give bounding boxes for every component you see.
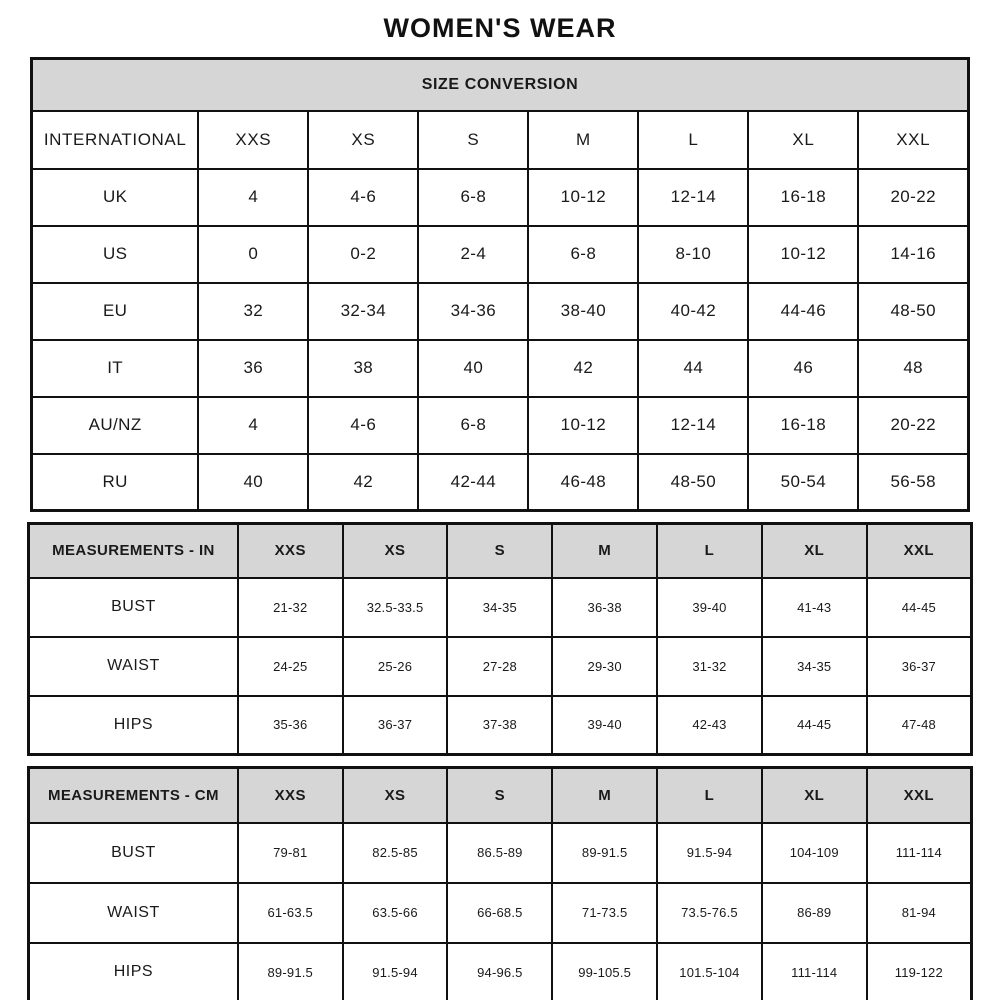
- cell-value: 41-43: [762, 578, 867, 637]
- cell-value: 12-14: [638, 169, 748, 226]
- cell-value: 27-28: [447, 637, 552, 696]
- table-banner-row: [32, 59, 969, 111]
- column-header: MEASUREMENTS - CM: [29, 768, 238, 823]
- cell-value: 38-40: [528, 283, 638, 340]
- cell-value: 35-36: [238, 696, 343, 755]
- column-header: XXS: [238, 524, 343, 578]
- column-header: XXL: [867, 524, 972, 578]
- column-header: INTERNATIONAL: [32, 111, 199, 169]
- table-row: [32, 169, 969, 226]
- cell-value: 81-94: [867, 883, 972, 943]
- row-label: EU: [32, 283, 199, 340]
- cell-value: 42: [528, 340, 638, 397]
- row-label: BUST: [29, 578, 238, 637]
- cell-value: 44-45: [762, 696, 867, 755]
- cell-value: 38: [308, 340, 418, 397]
- cell-value: 94-96.5: [447, 943, 552, 1000]
- cell-value: 111-114: [762, 943, 867, 1000]
- cell-value: 6-8: [418, 169, 528, 226]
- cell-value: 71-73.5: [552, 883, 657, 943]
- column-header: XXS: [238, 768, 343, 823]
- cell-value: 0: [198, 226, 308, 283]
- cell-value: 119-122: [867, 943, 972, 1000]
- cell-value: 10-12: [528, 397, 638, 454]
- cell-value: 46: [748, 340, 858, 397]
- row-label: AU/NZ: [32, 397, 199, 454]
- column-header: S: [447, 768, 552, 823]
- cell-value: 89-91.5: [238, 943, 343, 1000]
- column-header: L: [638, 111, 748, 169]
- column-header: M: [552, 768, 657, 823]
- cell-value: 111-114: [867, 823, 972, 883]
- cell-value: 48-50: [858, 283, 968, 340]
- table-header-row: [32, 111, 969, 169]
- cell-value: 61-63.5: [238, 883, 343, 943]
- cell-value: 4-6: [308, 397, 418, 454]
- column-header: XXL: [867, 768, 972, 823]
- cell-value: 40: [198, 454, 308, 511]
- cell-value: 34-36: [418, 283, 528, 340]
- table-row: [29, 637, 972, 696]
- cell-value: 79-81: [238, 823, 343, 883]
- column-header: XXS: [198, 111, 308, 169]
- cell-value: 44-45: [867, 578, 972, 637]
- table-row: [29, 696, 972, 755]
- cell-value: 4: [198, 169, 308, 226]
- cell-value: 14-16: [858, 226, 968, 283]
- cell-value: 44: [638, 340, 748, 397]
- column-header: XS: [343, 524, 448, 578]
- cell-value: 101.5-104: [657, 943, 762, 1000]
- cell-value: 42-44: [418, 454, 528, 511]
- cell-value: 10-12: [528, 169, 638, 226]
- cell-value: 32-34: [308, 283, 418, 340]
- column-header: XL: [762, 524, 867, 578]
- column-header: M: [528, 111, 638, 169]
- row-label: UK: [32, 169, 199, 226]
- table-row: [29, 883, 972, 943]
- table-row: [29, 578, 972, 637]
- cell-value: 36-38: [552, 578, 657, 637]
- cell-value: 36: [198, 340, 308, 397]
- cell-value: 0-2: [308, 226, 418, 283]
- cell-value: 86-89: [762, 883, 867, 943]
- cell-value: 4-6: [308, 169, 418, 226]
- table-row: [29, 823, 972, 883]
- cell-value: 20-22: [858, 169, 968, 226]
- table-row: [32, 454, 969, 511]
- cell-value: 32: [198, 283, 308, 340]
- cell-value: 66-68.5: [447, 883, 552, 943]
- table-header-row: [29, 768, 972, 823]
- cell-value: 82.5-85: [343, 823, 448, 883]
- cell-value: 56-58: [858, 454, 968, 511]
- table-row: [32, 226, 969, 283]
- row-label: BUST: [29, 823, 238, 883]
- cell-value: 86.5-89: [447, 823, 552, 883]
- cell-value: 91.5-94: [343, 943, 448, 1000]
- column-header: S: [418, 111, 528, 169]
- cell-value: 20-22: [858, 397, 968, 454]
- cell-value: 63.5-66: [343, 883, 448, 943]
- column-header: XS: [343, 768, 448, 823]
- cell-value: 6-8: [528, 226, 638, 283]
- page-title: WOMEN'S WEAR: [383, 13, 617, 43]
- column-header: MEASUREMENTS - IN: [29, 524, 238, 578]
- cell-value: 32.5-33.5: [343, 578, 448, 637]
- column-header: XXL: [858, 111, 968, 169]
- cell-value: 99-105.5: [552, 943, 657, 1000]
- cell-value: 73.5-76.5: [657, 883, 762, 943]
- cell-value: 16-18: [748, 169, 858, 226]
- cell-value: 47-48: [867, 696, 972, 755]
- cell-value: 46-48: [528, 454, 638, 511]
- measurements-in-table: [27, 522, 973, 756]
- cell-value: 10-12: [748, 226, 858, 283]
- size-conversion-table: [30, 57, 970, 512]
- table-header-row: [29, 524, 972, 578]
- cell-value: 36-37: [867, 637, 972, 696]
- cell-value: 2-4: [418, 226, 528, 283]
- cell-value: 34-35: [762, 637, 867, 696]
- column-header: M: [552, 524, 657, 578]
- cell-value: 40-42: [638, 283, 748, 340]
- cell-value: 29-30: [552, 637, 657, 696]
- cell-value: 50-54: [748, 454, 858, 511]
- cell-value: 8-10: [638, 226, 748, 283]
- table-row: [32, 340, 969, 397]
- cell-value: 36-37: [343, 696, 448, 755]
- table-row: [32, 397, 969, 454]
- cell-value: 16-18: [748, 397, 858, 454]
- row-label: IT: [32, 340, 199, 397]
- column-header: L: [657, 768, 762, 823]
- cell-value: 40: [418, 340, 528, 397]
- cell-value: 39-40: [657, 578, 762, 637]
- cell-value: 48: [858, 340, 968, 397]
- cell-value: 6-8: [418, 397, 528, 454]
- column-header: S: [447, 524, 552, 578]
- cell-value: 44-46: [748, 283, 858, 340]
- cell-value: 104-109: [762, 823, 867, 883]
- cell-value: 37-38: [447, 696, 552, 755]
- cell-value: 91.5-94: [657, 823, 762, 883]
- cell-value: 42-43: [657, 696, 762, 755]
- row-label: WAIST: [29, 637, 238, 696]
- cell-value: 34-35: [447, 578, 552, 637]
- column-header: XL: [748, 111, 858, 169]
- column-header: XS: [308, 111, 418, 169]
- table-row: [29, 943, 972, 1000]
- row-label: WAIST: [29, 883, 238, 943]
- cell-value: 42: [308, 454, 418, 511]
- table-row: [32, 283, 969, 340]
- cell-value: 4: [198, 397, 308, 454]
- row-label: HIPS: [29, 943, 238, 1000]
- row-label: HIPS: [29, 696, 238, 755]
- cell-value: 31-32: [657, 637, 762, 696]
- row-label: US: [32, 226, 199, 283]
- cell-value: 48-50: [638, 454, 748, 511]
- table-banner-title: SIZE CONVERSION: [32, 59, 969, 111]
- cell-value: 39-40: [552, 696, 657, 755]
- column-header: L: [657, 524, 762, 578]
- cell-value: 89-91.5: [552, 823, 657, 883]
- column-header: XL: [762, 768, 867, 823]
- cell-value: 12-14: [638, 397, 748, 454]
- cell-value: 21-32: [238, 578, 343, 637]
- cell-value: 25-26: [343, 637, 448, 696]
- measurements-cm-table: [27, 766, 973, 1000]
- cell-value: 24-25: [238, 637, 343, 696]
- row-label: RU: [32, 454, 199, 511]
